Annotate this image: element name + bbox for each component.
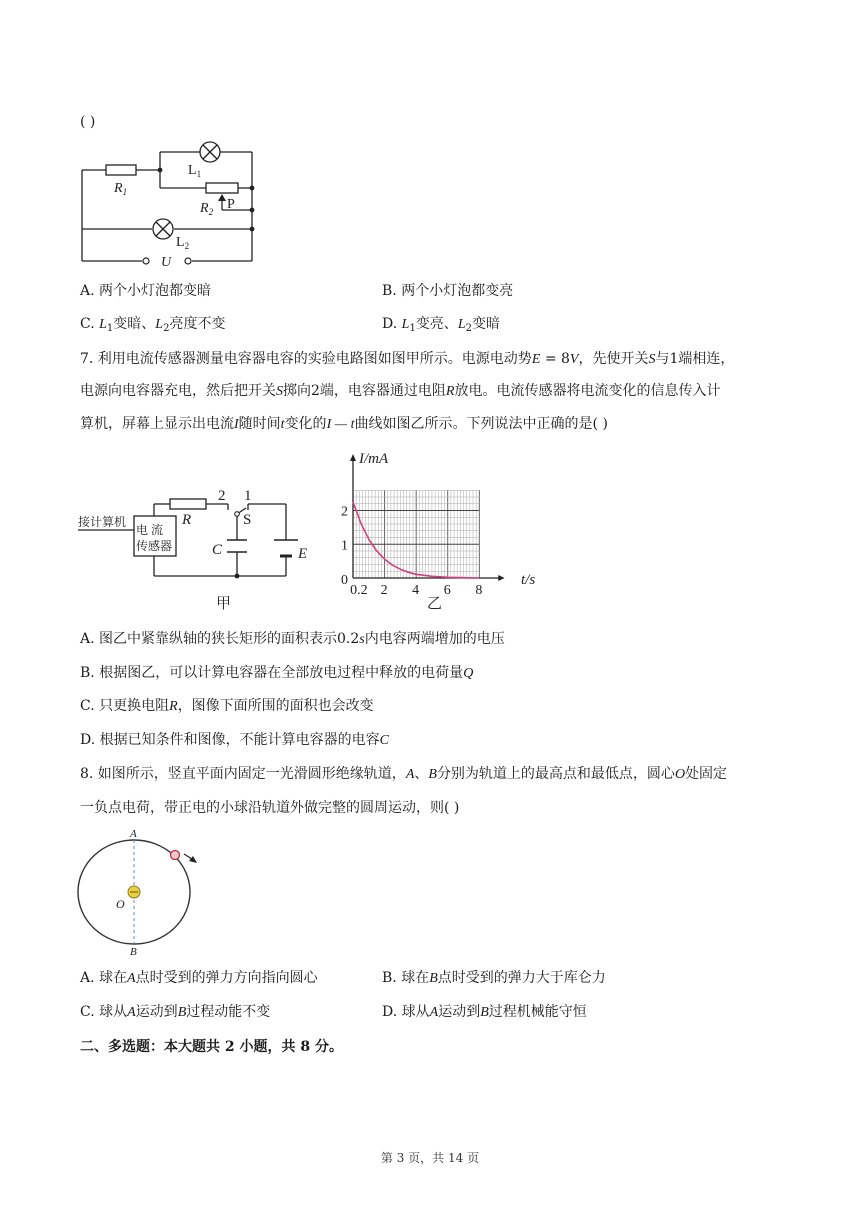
x-tick-label: 0.2 bbox=[350, 583, 368, 598]
ball-icon bbox=[171, 851, 180, 860]
q6-option-d: D. $L_1$变亮、$L_2$变暗 bbox=[382, 316, 500, 334]
q7-line-3: 算机，屏幕上显示出电流I随时间t变化的I — t曲线如图乙所示。下列说法中正确的是( ) bbox=[80, 416, 608, 432]
chart-grid bbox=[353, 490, 479, 578]
chart-y-label: I/mA bbox=[359, 451, 389, 467]
label-a: A bbox=[130, 828, 137, 840]
q8-line-2: 一负点电荷，带正电的小球沿轨道外做完整的圆周运动，则( ) bbox=[80, 800, 460, 816]
label-r: R bbox=[182, 512, 192, 528]
label-b: B bbox=[130, 946, 137, 958]
caption-jia: 甲 bbox=[216, 596, 232, 612]
label-s: S bbox=[243, 512, 252, 528]
lamp-l2-icon bbox=[153, 219, 173, 239]
q7-option-d: D. 根据已知条件和图像，不能计算电容器的电容C bbox=[80, 732, 389, 748]
label-o: O bbox=[116, 897, 125, 911]
x-tick-label: 2 bbox=[380, 583, 388, 598]
q7-line-2: 电源向电容器充电，然后把开关S掷向2端，电容器通过电阻R放电。电流传感器将电流变化的信息传入计 bbox=[80, 383, 721, 399]
label-l1: $L_1$ bbox=[188, 163, 202, 179]
y-tick-label: 2 bbox=[341, 504, 348, 520]
q6-paren: ( ) bbox=[80, 114, 96, 130]
caption-yi: 乙 bbox=[427, 596, 443, 612]
label-c: C bbox=[212, 542, 223, 558]
q6-option-c: C. $L_1$变暗、$L_2$亮度不变 bbox=[80, 316, 226, 334]
y-tick-label: 1 bbox=[341, 538, 348, 554]
q7-option-b: B. 根据图乙，可以计算电容器在全部放电过程中释放的电荷量Q bbox=[80, 665, 474, 681]
q7-option-a: A. 图乙中紧靠纵轴的狭长矩形的面积表示0.2s内电容两端增加的电压 bbox=[80, 631, 505, 647]
page-footer: 第 3 页，共 14 页 bbox=[380, 1151, 480, 1165]
q8-option-b: B. 球在B点时受到的弹力大于库仑力 bbox=[382, 970, 606, 986]
origin-label: 0 bbox=[341, 573, 348, 588]
q8-option-d: D. 球从A运动到B过程机械能守恒 bbox=[382, 1004, 587, 1020]
label-p: P bbox=[227, 197, 235, 212]
q8-circular-track-diagram bbox=[76, 828, 216, 958]
q8-line-1: 8. 如图所示，竖直平面内固定一光滑圆形绝缘轨道，A、B分别为轨道上的最高点和最低点，圆心O处固定 bbox=[80, 766, 728, 782]
lamp-l1-icon bbox=[200, 142, 220, 162]
x-tick-label: 4 bbox=[412, 583, 420, 598]
label-u: U bbox=[161, 255, 172, 270]
label-1: 1 bbox=[244, 488, 252, 504]
label-r2: $R_2$ bbox=[200, 201, 214, 217]
section-heading-multiple-choice: 二、多选题：本大题共 2 小题，共 8 分。 bbox=[80, 1039, 343, 1055]
label-l2: $L_2$ bbox=[176, 235, 190, 251]
label-sensor-bottom: 传感器 bbox=[136, 539, 173, 553]
q7-line-1: 7. 利用电流传感器测量电容器电容的实验电路图如图甲所示。电源电动势E = 8V，先使开关S与1端相连， bbox=[80, 351, 735, 367]
q7-chart-yi bbox=[335, 450, 535, 614]
chart-x-label: t/s bbox=[521, 572, 536, 588]
label-computer: 接计算机 bbox=[78, 515, 127, 529]
direction-arrow-icon bbox=[189, 856, 197, 863]
q8-option-a: A. 球在A点时受到的弹力方向指向圆心 bbox=[80, 970, 318, 986]
label-2: 2 bbox=[218, 488, 226, 504]
label-e: E bbox=[298, 546, 308, 562]
q7-option-c: C. 只更换电阻R，图像下面所围的面积也会改变 bbox=[80, 698, 374, 714]
q6-circuit-diagram bbox=[78, 136, 278, 270]
q7-circuit-jia bbox=[78, 480, 318, 620]
y-axis-arrow-icon bbox=[350, 454, 356, 461]
x-tick-label: 8 bbox=[475, 583, 483, 598]
label-r1: $R_1$ bbox=[114, 181, 128, 197]
x-tick-label: 6 bbox=[443, 583, 451, 598]
q8-option-c: C. 球从A运动到B过程动能不变 bbox=[80, 1004, 271, 1020]
label-sensor-top: 电 流 bbox=[136, 523, 164, 537]
q6-option-a: A. 两个小灯泡都变暗 bbox=[80, 283, 212, 299]
q6-option-b: B. 两个小灯泡都变亮 bbox=[382, 283, 514, 299]
x-axis-arrow-icon bbox=[498, 575, 504, 581]
